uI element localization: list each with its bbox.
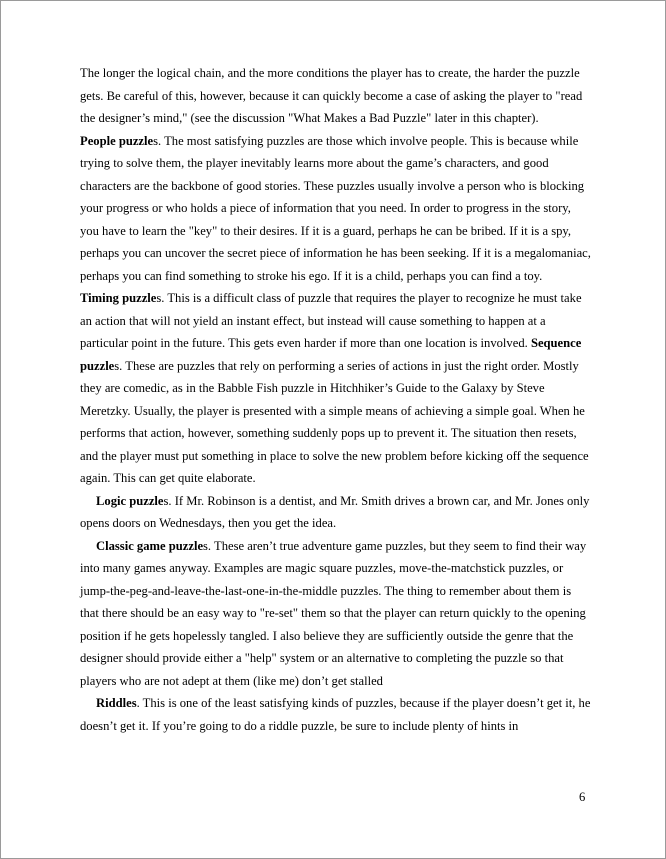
term-timing-puzzles: Timing puzzle [80,291,157,305]
paragraph-text: . This is one of the least satisfying kinds of puzzles, because if the player doesn’t get it, he doesn’t get it. If you’re going to do a riddle puzzle, be sure to include plenty of hints in [80,696,591,733]
page-body [80,62,592,737]
paragraph-text: s. These aren’t true adventure game puzzles, but they seem to find their way into many games anyway. Examples are magic square puzzles, move-the-matchstick puzzles, or jump-the-peg-and-leave-the-last-one-in-the-middle puzzles. The thing to remember about them is that there should be an easy way to "re-set" them so that the player can return quickly to the opening position if he gets hopelessly tangled. I also believe they are sufficiently outside the genre that the designer should provide either a "help" system or an alternative to completing the puzzle so that players who are not adept at them (like me) don’t get stalled [80,538,587,688]
paragraph-text: s. The most satisfying puzzles are those which involve people. This is because while trying to solve them, the player inevitably learns more about the game’s characters, and good characters are the backbone of good stories. These puzzles usually involve a person who is blocking your progress or who holds a piece of information that you need. In order to progress in the story, you have to learn the "key" to their desires. If it is a guard, perhaps he can be bribed. If it is a spy, perhaps you can uncover the secret piece of information he has been seeking. If it is a megalomaniac, perhaps you can find something to stroke his ego. If it is a child, perhaps you can find a toy. [80,133,591,283]
term-classic-game-puzzles: Classic game puzzle [96,538,204,553]
paragraph-riddles [80,692,592,737]
paragraph-classic-game-puzzles [80,535,592,693]
paragraph-text: The longer the logical chain, and the more conditions the player has to create, the harder the puzzle gets. Be careful of this, however, because it can quickly become a case of asking the player to "read the designer’s mind," (see the discussion "What Makes a Bad Puzzle" later in this chapter). [80,66,583,125]
page-number: 6 [579,790,586,804]
paragraph-text: s. This is a difficult class of puzzle that requires the player to recognize he must take an action that will not yield an instant effect, but instead will cause something to happen at a particular point in the future. This gets even harder if more than one location is involved. [80,291,582,350]
paragraph-people-puzzles [80,130,592,288]
term-people-puzzles: People puzzle [80,133,154,148]
paragraph-text: s. If Mr. Robinson is a dentist, and Mr. Smith drives a brown car, and Mr. Jones only opens doors on Wednesdays, then you get the idea. [80,493,590,530]
paragraph-logic-puzzles [80,490,592,535]
paragraph-logical-chain [80,62,592,130]
term-riddles: Riddles [96,696,137,710]
term-sequence-puzzles: Sequence puzzle [80,336,582,373]
term-logic-puzzles: Logic puzzle [96,493,164,508]
paragraph-timing-puzzles [80,287,592,490]
paragraph-text: s. These are puzzles that rely on performing a series of actions in just the right order. Mostly they are comedic, as in the Babble Fish puzzle in Hitchhiker’s Guide to the Galaxy by Steve Meretzky. Usually, the player is presented with a simple means of achieving a simple goal. When he performs that action, however, something suddenly pops up to prevent it. The situation then resets, and the player must put something in place to solve the new problem before kicking off the sequence again. This can get quite elaborate. [80,358,589,485]
